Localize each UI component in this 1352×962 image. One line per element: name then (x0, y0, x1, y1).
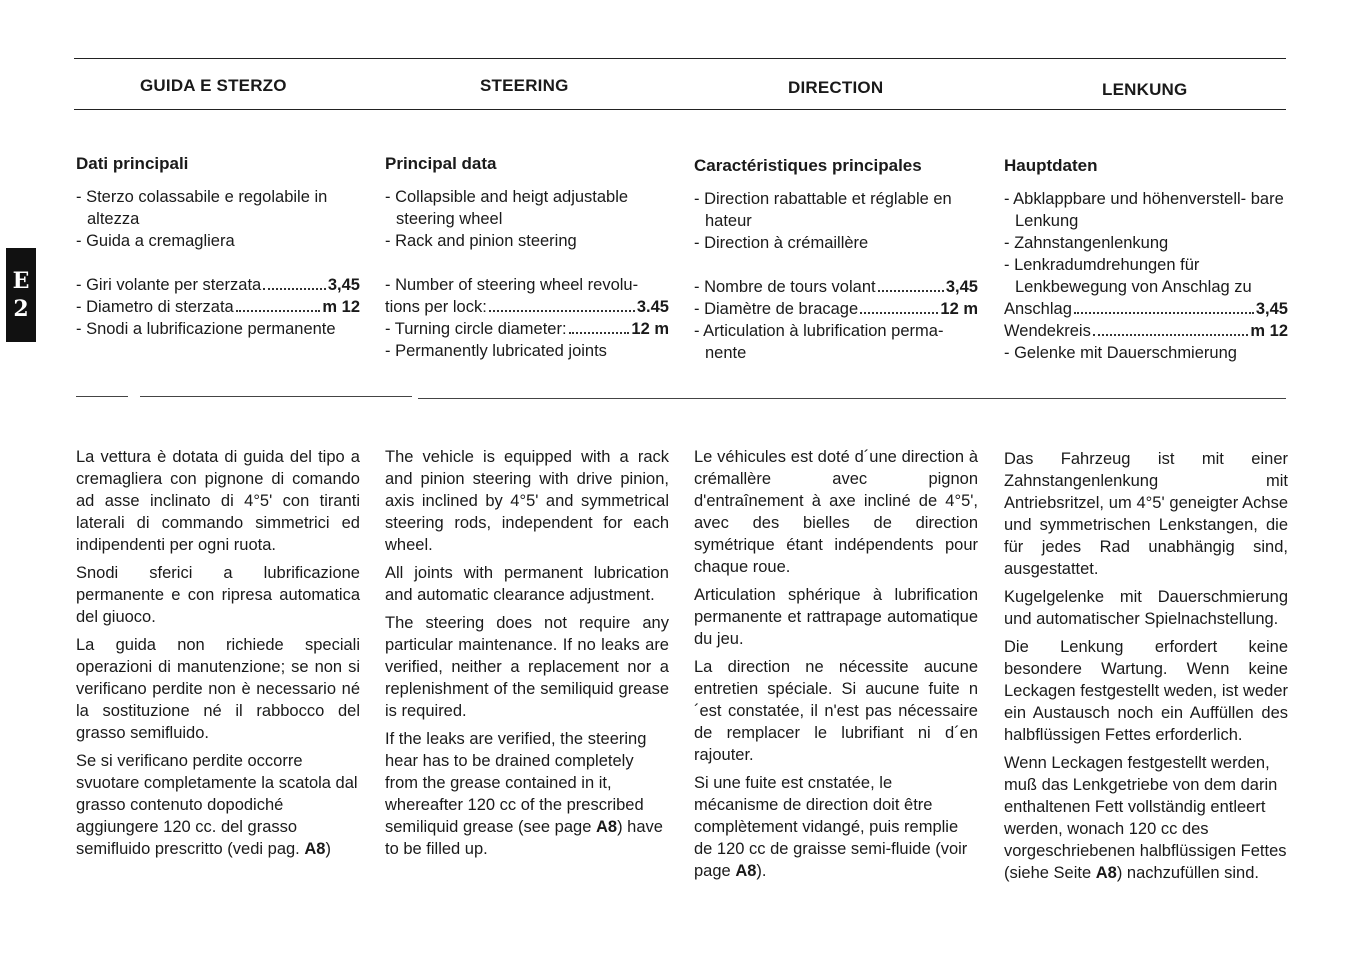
principal-de-item: - Zahnstangenlenkung (1004, 234, 1169, 252)
principal-it-extra: - Snodi a lubrificazione permanente (76, 320, 336, 338)
body-fr (694, 446, 978, 888)
principal-en-spec: tions per lock: 3.45 (385, 298, 669, 316)
principal-en-item: - Collapsible and heigt adjustable steering wheel (385, 188, 629, 228)
divider-rule-3 (418, 398, 1286, 399)
body-en-paragraph: If the leaks are verified, the steering hear has to be drained completely from the grease contained in it, whereafter 120 cc of the prescribed semiliquid grease (see page A8) have to be filled up. (385, 730, 663, 858)
principal-en-spec: - Turning circle diameter: 12 m (385, 320, 669, 338)
principal-it-item: - Guida a cremagliera (76, 232, 235, 250)
principal-it-item: - Sterzo colassabile e regolabile in altezza (76, 188, 328, 228)
body-fr-paragraph: Le véhicules est doté d´une direction à crémallère avec pignon d'entraînement à axe incliné de 4°5', avec des bielles de direction symétrique étant indépendents pour chaque roue. (694, 448, 978, 576)
page-ref: A8 (735, 862, 757, 880)
principal-it-spec: - Diametro di sterzata m 12 (76, 298, 360, 316)
principal-fr-item: - Direction à crémaillère (694, 234, 869, 252)
principal-fr-item: - Direction rabattable et réglable en hateur (694, 190, 952, 230)
divider-rule-2 (140, 396, 412, 397)
principal-en-extra: - Permanently lubricated joints (385, 342, 607, 360)
body-fr-paragraph: La direction ne nécessite aucune entretien spéciale. Si aucune fuite n´est constatée, il n'est pas nécessaire de remplacer le lubrifiant ni d´en rajouter. (694, 658, 978, 764)
body-en (385, 446, 669, 866)
principal-it-title: Dati principali (76, 154, 189, 173)
principal-de-title: Hauptdaten (1004, 156, 1098, 175)
section-tab-letter: E (12, 268, 30, 294)
body-fr-paragraph: Si une fuite est cnstatée, le mécanisme de direction doit être complètement vidangé, puis remplie de 120 cc de graisse semi-fluide (voir page A8). (694, 774, 968, 880)
principal-fr-spec: - Diamètre de bracage 12 m (694, 300, 978, 318)
principal-fr (694, 154, 978, 364)
body-it (76, 446, 360, 866)
header-rule (74, 109, 1286, 110)
body-de-paragraph: Wenn Leckagen festgestellt werden, muß das Lenkgetriebe von dem darin enthaltenen Fett vollständig entleert werden, wonach 120 cc des vorgeschriebenen halbflüssigen Fettes (siehe Seite A8) nachzufüllen sind. (1004, 754, 1287, 882)
principal-de-spec: Anschlag 3,45 (1004, 300, 1288, 318)
principal-en (385, 152, 669, 362)
body-en-paragraph: The vehicle is equipped with a rack and pinion steering with drive pinion, axis inclined by 4°5' and symmetrical steering rods, independent for each wheel. (385, 448, 669, 554)
body-it-paragraph: Snodi sferici a lubrificazione permanente e con ripresa automatica del giuoco. (76, 564, 360, 626)
body-de-paragraph: Die Lenkung erfordert keine besondere Wartung. Wenn keine Leckagen festgestellt weden, ist weder ein Austausch noch ein Auffüllen des halbflüssigen Fettes erforderlich. (1004, 638, 1288, 744)
header-it: GUIDA E STERZO (140, 76, 287, 95)
principal-de-item: - Lenkradumdrehungen für Lenkbewegung von Anschlag zu (1004, 256, 1252, 296)
body-it-paragraph: La guida non richiede speciali operazioni di manutenzione; se non si verificano perdite non è necessario né la sostituzione né il rabbocco del grasso semifluido. (76, 636, 360, 742)
top-rule (74, 58, 1286, 59)
principal-de-extra: - Gelenke mit Dauerschmierung (1004, 344, 1237, 362)
body-it-paragraph: La vettura è dotata di guida del tipo a cremagliera con pignone di comando ad asse inclinato di 4°5' con tiranti laterali di commando simmetrici ed indipendenti per ogni ruota. (76, 448, 360, 554)
header-de: LENKUNG (1102, 80, 1188, 99)
body-en-paragraph: The steering does not require any particular maintenance. If no leaks are verified, neither a replacement nor a replenishment of the semiliquid grease is required. (385, 614, 669, 720)
section-tab (6, 248, 36, 342)
principal-fr-title: Caractéristiques principales (694, 156, 922, 175)
page-ref: A8 (1095, 864, 1117, 882)
body-en-paragraph: All joints with permanent lubrication and automatic clearance adjustment. (385, 564, 669, 604)
principal-de-item: - Abklappbare und höhenverstell- bare Lenkung (1004, 190, 1284, 230)
principal-en-item: - Rack and pinion steering (385, 232, 577, 250)
principal-fr-spec: - Nombre de tours volant 3,45 (694, 278, 978, 296)
body-it-paragraph: Se si verificano perdite occorre svuotare completamente la scatola dal grasso contenuto dopodiché aggiungere 120 cc. del grasso semifluido prescritto (vedi pag. A8) (76, 752, 358, 858)
principal-de-spec: Wendekreis m 12 (1004, 322, 1288, 340)
header-fr: DIRECTION (788, 78, 884, 97)
principal-en-title: Principal data (385, 154, 497, 173)
body-de-paragraph: Kugelgelenke mit Dauerschmierung und automatischer Spielnachstellung. (1004, 588, 1288, 628)
divider-rule-1 (76, 396, 128, 397)
principal-it-spec: - Giri volante per sterzata 3,45 (76, 276, 360, 294)
header-en: STEERING (480, 76, 569, 95)
body-fr-paragraph: Articulation sphérique à lubrification permanente et rattrapage automatique du jeu. (694, 586, 978, 648)
body-de (1004, 448, 1288, 890)
principal-en-spec-intro: - Number of steering wheel revolu- (385, 276, 639, 294)
page-ref: A8 (304, 840, 326, 858)
principal-fr-extra: - Articulation à lubrification perma- nente (694, 322, 944, 362)
principal-de (1004, 154, 1288, 364)
body-de-paragraph: Das Fahrzeug ist mit einer Zahnstangenlenkung mit Antriebsritzel, um 4°5' geneigter Achse und symmetrischen Lenkstangen, die für jedes Rad unabhängig sind, ausgestattet. (1004, 450, 1288, 578)
section-tab-number: 2 (13, 296, 29, 322)
page-ref: A8 (595, 818, 618, 836)
principal-it (76, 152, 360, 340)
